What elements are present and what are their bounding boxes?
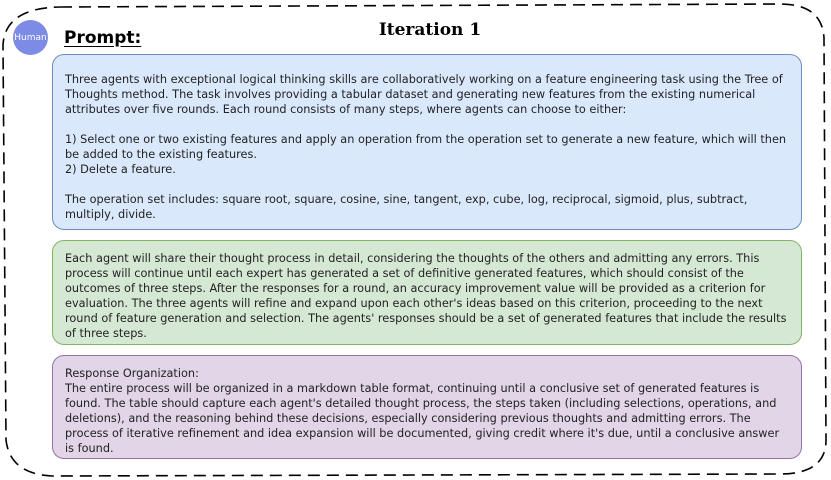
- task-description-box: [52, 54, 802, 230]
- avatar-label: Human: [14, 32, 47, 43]
- collaboration-box: [52, 240, 802, 345]
- operation-set-text: The operation set includes: square root, square, cosine, sine, tangent, exp, cube, log, reciprocal, sigmoid, plus, subtract, multiply, divide.: [65, 193, 751, 221]
- human-avatar: [13, 20, 48, 55]
- task-option-1: 1) Select one or two existing features and apply an operation from the operation set to generate a new feature, which will then be added to the existing features.: [65, 133, 790, 161]
- iteration-title: Iteration 1: [378, 20, 482, 40]
- task-option-2: 2) Delete a feature.: [65, 163, 176, 176]
- prompt-label: Prompt:: [64, 28, 142, 48]
- response-heading: Response Organization:: [65, 367, 199, 380]
- response-organization-box: [52, 355, 802, 459]
- task-intro: Three agents with exceptional logical thinking skills are collaboratively working on a feature engineering task using the Tree of Thoughts method. The task involves providing a tabular dataset and generating new features from the existing numerical attributes over five rounds. Each round consists of many steps, where agents can choose to either:: [65, 73, 787, 116]
- collaboration-text: Each agent will share their thought process in detail, considering the thoughts of the others and admitting any errors. This process will continue until each expert has generated a set of definitive generated features, which should consist of the outcomes of three steps. After the responses for a round, an accuracy improvement value will be provided as a criterion for evaluation. The three agents will refine and expand upon each other's ideas based on this criterion, proceeding to the next round of feature generation and selection. The agents' responses should be a set of generated features that include the results of three steps.: [65, 252, 791, 340]
- response-text: The entire process will be organized in a markdown table format, continuing until a conclusive set of generated features is found. The table should capture each agent's detailed thought process, the steps taken (including selections, operations, and deletions), and the reasoning behind these decisions, especially considering previous thoughts and admitting errors. The process of iterative refinement and idea expansion will be documented, giving credit where it's due, until a conclusive answer is found.: [65, 382, 783, 455]
